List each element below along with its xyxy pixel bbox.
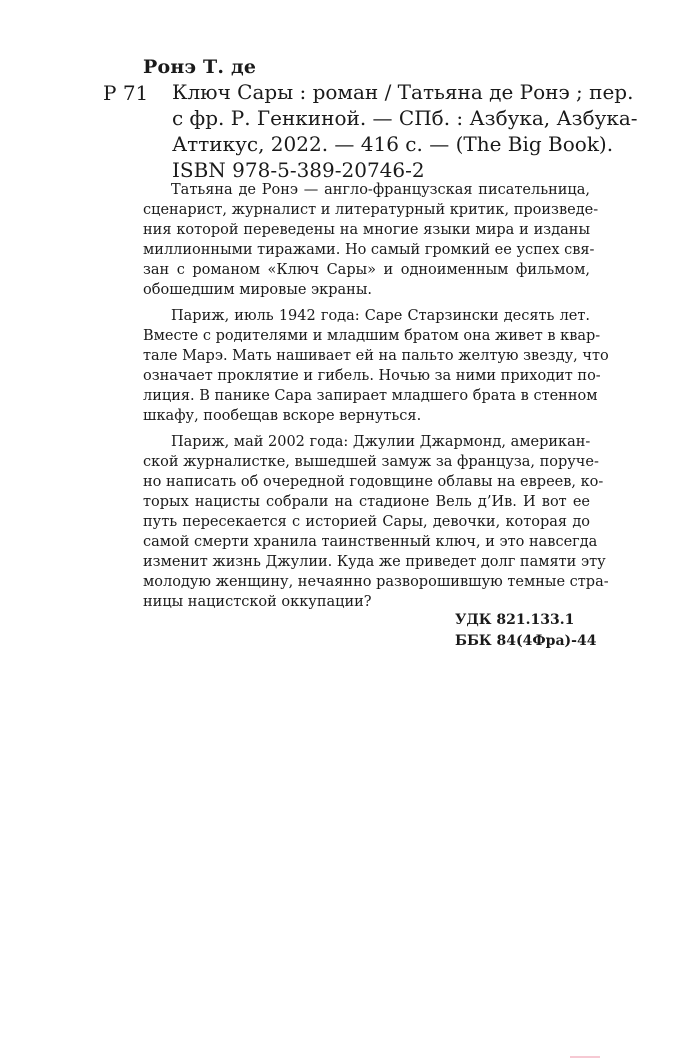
annotation-line: тале Марэ. Мать нашивает ей на пальто желтую звезду, что [143, 348, 609, 364]
bibliographic-description [172, 79, 638, 183]
annotation-line: ницы нацистской оккупации? [143, 594, 372, 610]
annotation [143, 180, 609, 618]
annotation-line: миллионными тиражами. Но самый громкий ее успех свя- [143, 242, 595, 258]
annotation-line: шкафу, пообещав вскоре вернуться. [143, 408, 422, 424]
annotation-line: ской журналистке, вышедшей замуж за француза, поруче- [143, 454, 599, 470]
classification-codes [455, 610, 596, 652]
annotation-line: торых нацисты собрали на стадионе Вель д’Ив. И вот ее [143, 494, 590, 510]
annotation-line: ния которой переведены на многие языки мира и изданы [143, 222, 590, 238]
biblio-line: с фр. Р. Генкиной. — СПб. : Азбука, Азбука- [172, 106, 638, 130]
annotation-line: но написать об очередной годовщине облавы на евреев, ко- [143, 474, 604, 490]
annotation-line: обошедшим мировые экраны. [143, 282, 372, 298]
annotation-paragraph [143, 306, 609, 426]
annotation-line: Париж, май 2002 года: Джулии Джармонд, американ- [171, 434, 591, 450]
annotation-line: путь пересекается с историей Сары, девочки, которая до [143, 514, 590, 530]
author-index-code: Р 71 [103, 81, 149, 105]
page-edge-mark [570, 1056, 600, 1058]
annotation-line: изменит жизнь Джулии. Куда же приведет долг памяти эту [143, 554, 606, 570]
annotation-paragraph [143, 432, 609, 612]
annotation-line: Татьяна де Ронэ — англо-французская писательница, [171, 182, 590, 198]
biblio-line: Ключ Сары : роман / Татьяна де Ронэ ; пер. [172, 80, 634, 104]
annotation-line: молодую женщину, нечаянно разворошившую темные стра- [143, 574, 609, 590]
annotation-paragraph [143, 180, 599, 300]
annotation-line: лиция. В панике Сара запирает младшего брата в стенном [143, 388, 598, 404]
author-heading: Ронэ Т. де [143, 56, 257, 78]
annotation-line: самой смерти хранила таинственный ключ, и это навсегда [143, 534, 598, 550]
isbn-line: ISBN 978-5-389-20746-2 [172, 158, 425, 182]
annotation-line: зан с романом «Ключ Сары» и одноименным фильмом, [143, 262, 590, 278]
biblio-line: Аттикус, 2022. — 416 с. — (The Big Book). [172, 132, 614, 156]
annotation-line: Вместе с родителями и младшим братом она живет в квар- [143, 328, 601, 344]
udk-code: УДК 821.133.1 [455, 612, 575, 628]
annotation-line: сценарист, журналист и литературный критик, произведе- [143, 202, 599, 218]
annotation-line: Париж, июль 1942 года: Саре Старзински десять лет. [171, 308, 590, 324]
bbk-code: ББК 84(4Фра)-44 [455, 633, 597, 649]
annotation-line: означает проклятие и гибель. Ночью за ними приходит по- [143, 368, 601, 384]
